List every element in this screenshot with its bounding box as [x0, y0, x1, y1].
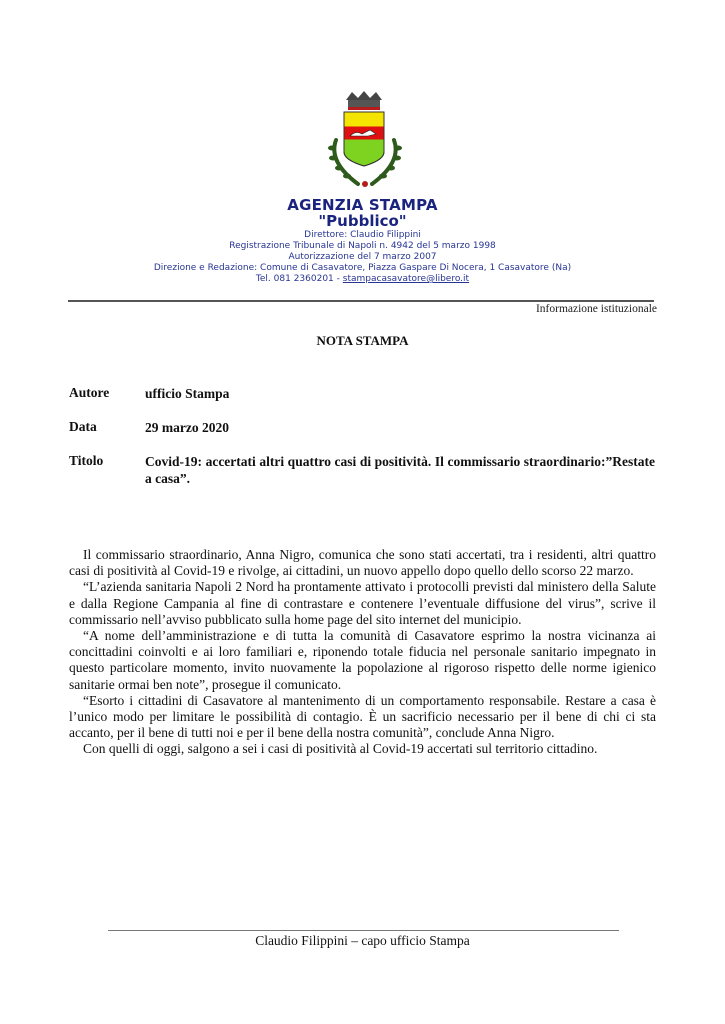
date-label: Data — [69, 419, 97, 434]
authorization-line: Autorizzazione del 7 marzo 2007 — [288, 252, 437, 262]
contact-line — [0, 274, 725, 285]
meta-row-author — [69, 385, 655, 402]
body-paragraph: Con quelli di oggi, salgono a sei i casi di positività al Covid-19 accertati sul territorio cittadino. — [83, 741, 598, 757]
municipal-coat-of-arms-icon — [318, 90, 412, 190]
agency-title: AGENZIA STAMPA — [287, 196, 438, 214]
director-line: Direttore: Claudio Filippini — [304, 230, 421, 240]
body-paragraph: “Esorto i cittadini di Casavatore al mantenimento di un comportamento responsabile. Restare a casa è l’unico modo per limitare le possibilità di contagio. È un sacrificio necessario per il bene di chi ci sta accanto, per il bene di tutti noi e per il bene della nostra comunità”, conclude Anna Nigro. — [69, 692, 656, 741]
shield-icon — [344, 112, 384, 166]
header-divider — [68, 300, 654, 302]
date-value: 29 marzo 2020 — [145, 420, 229, 435]
crown-icon — [346, 91, 382, 110]
author-label: Autore — [69, 385, 110, 400]
email-link[interactable]: stampacasavatore@libero.it — [342, 274, 470, 284]
registration-line: Registrazione Tribunale di Napoli n. 4942 del 5 marzo 1998 — [229, 241, 496, 251]
agency-subtitle: "Pubblico" — [318, 212, 407, 230]
body-paragraph: Il commissario straordinario, Anna Nigro, comunica che sono stati accertati, tra i residenti, altri quattro casi di positività al Covid-19 e rivolge, ai cittadini, un nuovo appello dopo quello dello scorso 22 marzo. — [69, 547, 656, 579]
section-label: Informazione istituzionale — [535, 303, 657, 315]
meta-row-title — [69, 453, 655, 487]
body-paragraph: “L’azienda sanitaria Napoli 2 Nord ha prontamente attivato i protocolli previsti dal ministero della Salute e dalla Regione Campania al fine di contrastare e contenere l’eventuale diffusione del virus”, scrive il commissario nell’avviso pubblicato sulla home page del sito internet del municipio. — [69, 579, 656, 627]
title-label: Titolo — [69, 453, 104, 468]
footer-signature: Claudio Filippini – capo ufficio Stampa — [255, 933, 470, 948]
title-value: Covid-19: accertati altri quattro casi di positività. Il commissario straordinario:”Restate a casa”. — [145, 454, 655, 486]
press-release-body — [69, 547, 656, 758]
phone-text: Tel. 081 2360201 - — [255, 274, 340, 284]
footer-divider — [108, 930, 619, 931]
meta-row-date — [69, 419, 655, 436]
address-line: Direzione e Redazione: Comune di Casavatore, Piazza Gaspare Di Nocera, 1 Casavatore (Na) — [153, 263, 572, 273]
document-heading: NOTA STAMPA — [316, 333, 409, 348]
author-value: ufficio Stampa — [145, 386, 230, 401]
body-paragraph: “A nome dell’amministrazione e di tutta la comunità di Casavatore esprimo la nostra vicinanza ai concittadini coinvolti e ai loro familiari e, riponendo totale fiducia nel personale sanitario impegnato in questo particolare momento, invito nuovamente la popolazione al rigoroso rispetto delle norme igienico sanitarie ormai ben note”, prosegue il comunicato. — [69, 628, 656, 692]
